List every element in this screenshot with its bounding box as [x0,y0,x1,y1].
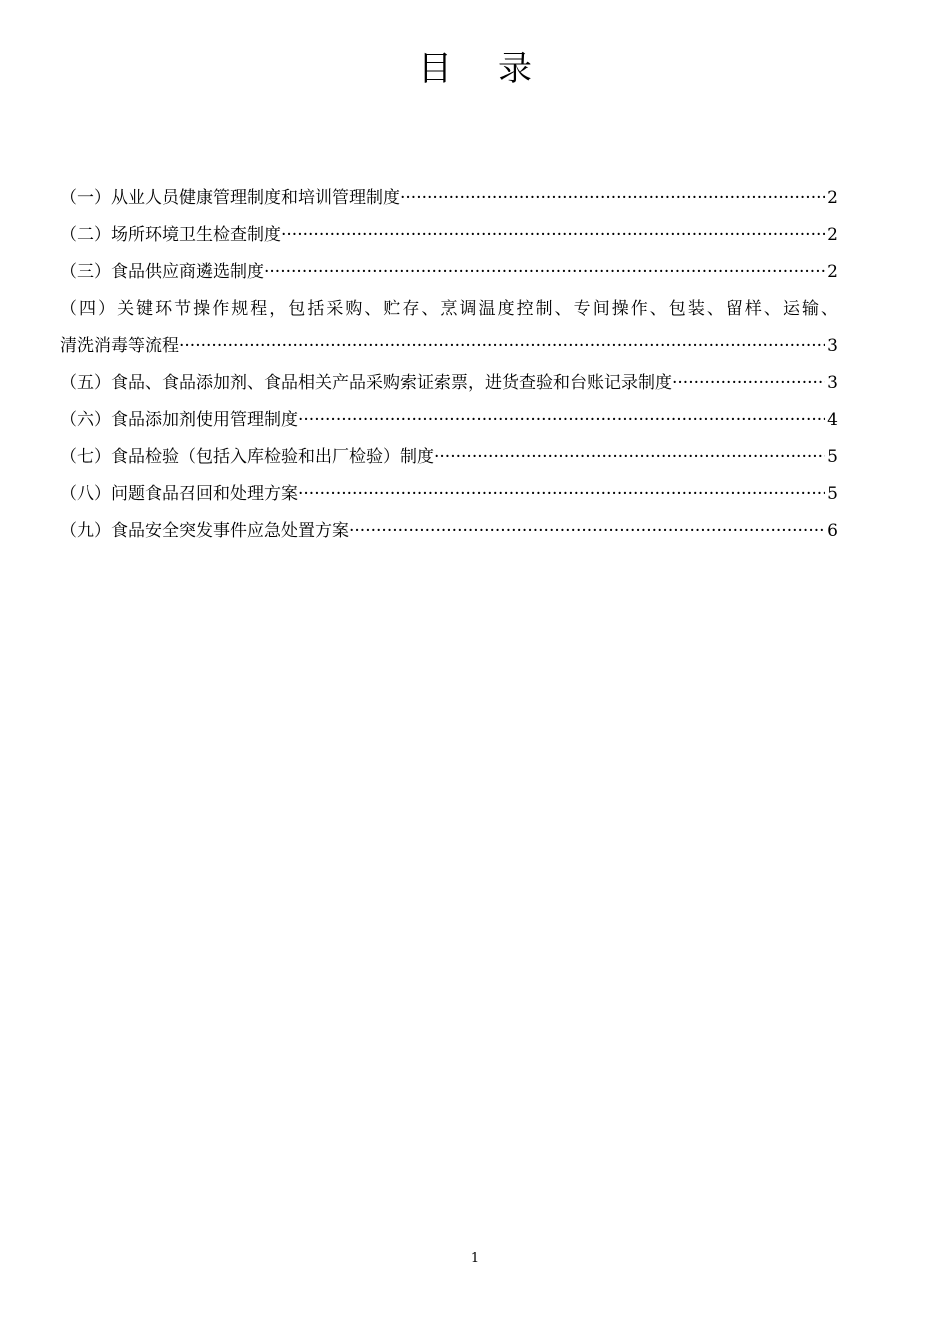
toc-leader-dots [298,476,825,513]
toc-entry-text: （六）食品添加剂使用管理制度 [60,410,298,430]
toc-entry-page: 3 [827,336,838,356]
toc-entry-text: （五）食品、食品添加剂、食品相关产品采购索证索票，进货查验和台账记录制度 [60,373,672,393]
toc-entry-4[interactable] [60,291,838,365]
page-number: 1 [470,1251,480,1266]
toc-entry-text: （九）食品安全突发事件应急处置方案 [60,521,349,541]
toc-entry-5[interactable] [60,365,838,402]
toc-entry-text: （二）场所环境卫生检查制度 [60,225,281,245]
toc-entry-text-line1: （四）关键环节操作规程，包括采购、贮存、烹调温度控制、专间操作、包装、留样、运输、 [60,299,838,319]
toc-entry-page: 4 [827,410,838,430]
toc-entry-page: 5 [827,484,838,504]
toc-entry-3[interactable] [60,254,838,291]
toc-leader-dots [298,402,825,439]
toc-entry-8[interactable] [60,476,838,513]
toc-entry-page: 2 [827,225,838,245]
toc-entry-text: （三）食品供应商遴选制度 [60,262,264,282]
toc-entry-text: （一）从业人员健康管理制度和培训管理制度 [60,188,400,208]
toc-entry-2[interactable] [60,217,838,254]
toc-entry-page: 3 [827,373,838,393]
table-of-contents [60,180,838,550]
toc-entry-9[interactable] [60,513,838,550]
toc-leader-dots [672,365,825,402]
toc-leader-dots [434,439,825,476]
toc-entry-1[interactable] [60,180,838,217]
toc-leader-dots [400,180,825,217]
page-title: 目录 [418,49,578,89]
toc-leader-dots [179,328,825,365]
toc-entry-page: 2 [827,188,838,208]
toc-leader-dots [281,217,825,254]
toc-entry-7[interactable] [60,439,838,476]
toc-entry-page: 5 [827,447,838,467]
toc-entry-6[interactable] [60,402,838,439]
toc-entry-text: （七）食品检验（包括入库检验和出厂检验）制度 [60,447,434,467]
toc-leader-dots [349,513,825,550]
toc-entry-page: 2 [827,262,838,282]
toc-leader-dots [264,254,825,291]
toc-entry-text: （八）问题食品召回和处理方案 [60,484,298,504]
toc-entry-text: 清洗消毒等流程 [60,336,179,356]
toc-entry-page: 6 [827,521,838,541]
